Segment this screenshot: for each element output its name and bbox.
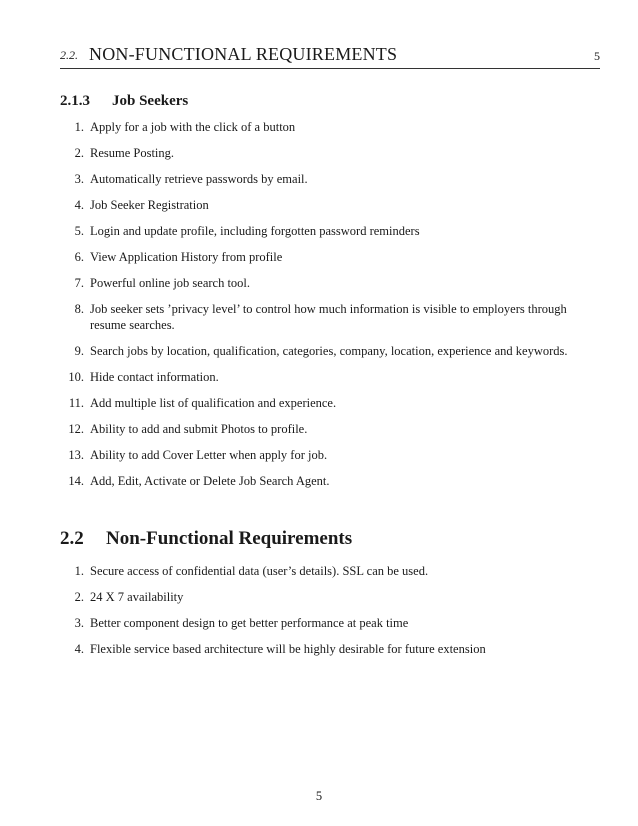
list-item-text: View Application History from profile <box>90 250 283 264</box>
list-item-text: Search jobs by location, qualification, categories, company, location, experience and keywords. <box>90 344 568 358</box>
list-item-number: 2. <box>74 146 84 160</box>
list-item <box>60 301 605 333</box>
list-item-text: Flexible service based architecture will be highly desirable for future extension <box>90 642 486 656</box>
running-header-section-number: 2.2. <box>60 48 78 62</box>
list-item <box>60 171 605 187</box>
non-functional-requirements-list <box>60 563 605 657</box>
subsection-number: 2.1.3 <box>60 93 90 109</box>
list-item-text: Automatically retrieve passwords by email. <box>90 172 308 186</box>
list-item <box>60 447 605 463</box>
list-item-text: Secure access of confidential data (user’s details). SSL can be used. <box>90 564 429 578</box>
job-seekers-list <box>60 119 605 489</box>
list-item-number: 3. <box>74 172 84 186</box>
list-item-number: 11. <box>68 396 84 410</box>
list-item <box>60 249 605 265</box>
list-item-text: Apply for a job with the click of a button <box>90 120 296 134</box>
running-header-title: NON-FUNCTIONAL REQUIREMENTS <box>89 44 398 64</box>
list-item <box>60 589 605 605</box>
list-item-number: 2. <box>74 590 84 604</box>
list-item-text: Powerful online job search tool. <box>90 276 251 290</box>
section-title: Non-Functional Requirements <box>106 528 353 549</box>
list-item-text: Job Seeker Registration <box>90 198 209 212</box>
list-item <box>60 615 605 631</box>
list-item-number: 4. <box>74 198 84 212</box>
list-item <box>60 641 605 657</box>
list-item <box>60 395 605 411</box>
list-item-text: Add, Edit, Activate or Delete Job Search Agent. <box>90 474 330 488</box>
list-item <box>60 473 605 489</box>
list-item <box>60 223 605 239</box>
list-item-text: Login and update profile, including forgotten password reminders <box>90 224 420 238</box>
list-item <box>60 563 605 579</box>
subsection-title: Job Seekers <box>112 93 189 109</box>
list-item <box>60 119 605 135</box>
list-item-number: 13. <box>68 448 84 462</box>
list-item <box>60 145 605 161</box>
list-item-number: 4. <box>74 642 84 656</box>
list-item <box>60 275 605 291</box>
list-item-text: Job seeker sets ’privacy level’ to control how much information is visible to employers through resume searches. <box>90 302 567 332</box>
list-item-number: 9. <box>74 344 84 358</box>
section-number: 2.2 <box>60 528 84 549</box>
list-item-number: 3. <box>74 616 84 630</box>
list-item-text: Resume Posting. <box>90 146 175 160</box>
list-item-number: 12. <box>68 422 84 436</box>
list-item <box>60 343 605 359</box>
list-item-text: Ability to add Cover Letter when apply for job. <box>90 448 328 462</box>
running-header-page-number: 5 <box>594 49 600 63</box>
list-item-number: 7. <box>74 276 84 290</box>
list-item-number: 1. <box>74 564 84 578</box>
list-item-number: 6. <box>74 250 84 264</box>
list-item-number: 10. <box>68 370 84 384</box>
subsection-heading <box>60 93 188 110</box>
list-item <box>60 421 605 437</box>
running-header <box>60 44 600 69</box>
list-item-number: 1. <box>74 120 84 134</box>
list-item-text: Ability to add and submit Photos to profile. <box>90 422 308 436</box>
list-item-number: 8. <box>74 302 84 316</box>
list-item-text: 24 X 7 availability <box>90 590 184 604</box>
list-item-number: 14. <box>68 474 84 488</box>
list-item <box>60 197 605 213</box>
list-item-text: Hide contact information. <box>90 370 219 384</box>
page-footer-number: 5 <box>315 789 323 803</box>
section-heading <box>60 528 352 550</box>
list-item <box>60 369 605 385</box>
list-item-text: Add multiple list of qualification and experience. <box>90 396 337 410</box>
list-item-text: Better component design to get better performance at peak time <box>90 616 409 630</box>
list-item-number: 5. <box>74 224 84 238</box>
